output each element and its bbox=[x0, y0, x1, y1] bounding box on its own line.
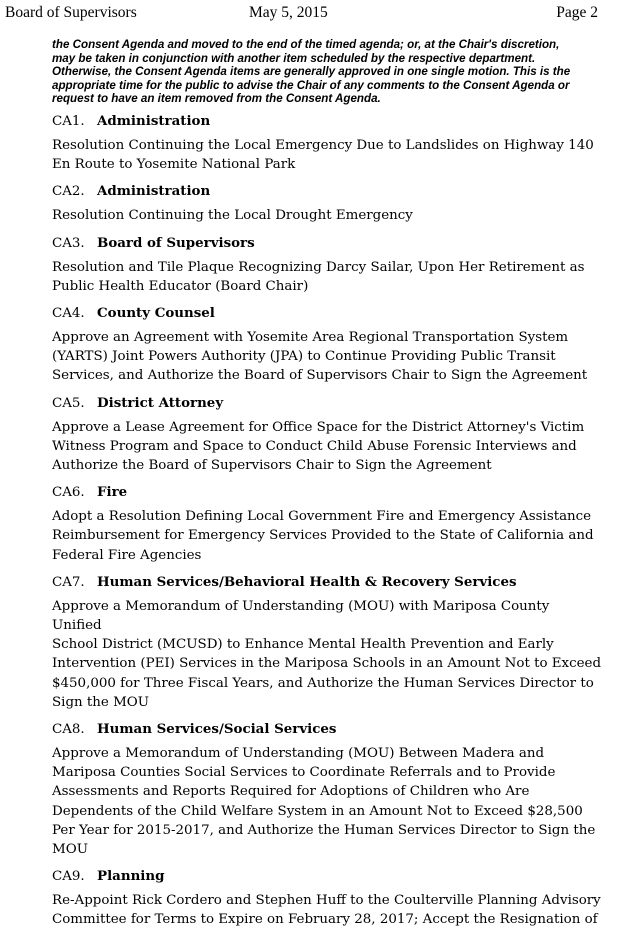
description-line: Witness Program and Space to Conduct Child Abuse Forensic Interviews and bbox=[52, 438, 577, 454]
intro-line: Otherwise, the Consent Agenda items are generally approved in one single motion. This is the bbox=[52, 65, 571, 79]
description-line: Reimbursement for Emergency Services Provided to the State of California and bbox=[52, 528, 594, 544]
agenda-item-heading bbox=[52, 867, 602, 886]
agenda-item-heading bbox=[52, 720, 602, 739]
description-line: Per Year for 2015-2017, and Authorize the Human Services Director to Sign the bbox=[52, 822, 596, 838]
description-line: Approve a Lease Agreement for Office Space for the District Attorney's Victim bbox=[52, 419, 585, 435]
description-line: Resolution Continuing the Local Emergency Due to Landslides on Highway 140 bbox=[52, 137, 594, 153]
intro-line: the Consent Agenda and moved to the end of the timed agenda; or, at the Chair's discretion, bbox=[52, 38, 560, 51]
consent-agenda-content bbox=[52, 38, 602, 938]
agenda-item-number: CA6. bbox=[52, 485, 85, 501]
agenda-item-heading bbox=[52, 394, 602, 413]
agenda-item-description bbox=[52, 136, 602, 174]
description-line: Sign the MOU bbox=[52, 694, 150, 710]
agenda-item-department: Human Services/Behavioral Health & Recovery Services bbox=[97, 573, 517, 590]
agenda-item-description bbox=[52, 744, 602, 859]
agenda-item-department: County Counsel bbox=[97, 304, 215, 321]
description-line: En Route to Yosemite National Park bbox=[52, 157, 296, 173]
description-line: Committee for Terms to Expire on February 28, 2017; Accept the Resignation of bbox=[52, 912, 598, 928]
agenda-item bbox=[52, 720, 602, 859]
agenda-item bbox=[52, 234, 602, 296]
agenda-item bbox=[52, 112, 602, 174]
description-line: Mariposa Counties Social Services to Coordinate Referrals and to Provide bbox=[52, 765, 556, 781]
description-line: Assessments and Reports Required for Adoptions of Children who Are bbox=[52, 784, 530, 800]
agenda-item-number: CA7. bbox=[52, 574, 85, 590]
agenda-item-description bbox=[52, 206, 602, 225]
description-line: Approve a Memorandum of Understanding (MOU) Between Madera and bbox=[52, 746, 545, 762]
agenda-item-number: CA1. bbox=[52, 113, 85, 129]
consent-agenda-intro bbox=[52, 38, 602, 106]
agenda-item-department: Board of Supervisors bbox=[97, 234, 255, 251]
agenda-item-department: District Attorney bbox=[97, 394, 224, 411]
page-header bbox=[5, 4, 598, 24]
description-line: Intervention (PEI) Services in the Mariposa Schools in an Amount Not to Exceed bbox=[52, 656, 602, 672]
agenda-item-heading bbox=[52, 112, 602, 131]
agenda-item-number: CA8. bbox=[52, 722, 85, 738]
header-board-name: Board of Supervisors bbox=[5, 4, 137, 21]
intro-line: request to have an item removed from the Consent Agenda. bbox=[52, 92, 381, 106]
agenda-item-number: CA5. bbox=[52, 395, 85, 411]
agenda-item bbox=[52, 394, 602, 476]
agenda-item-heading bbox=[52, 483, 602, 502]
description-line: Services, and Authorize the Board of Supervisors Chair to Sign the Agreement bbox=[52, 368, 588, 384]
agenda-item bbox=[52, 867, 602, 929]
header-date: May 5, 2015 bbox=[249, 4, 328, 21]
agenda-item-heading bbox=[52, 573, 602, 592]
intro-line: may be taken in conjunction with another item scheduled by the respective department. bbox=[52, 51, 536, 65]
description-line: Resolution Continuing the Local Drought Emergency bbox=[52, 208, 413, 224]
agenda-item-department: Human Services/Social Services bbox=[97, 721, 337, 738]
intro-line: appropriate time for the public to advise the Chair of any comments to the Consent Agenda or bbox=[52, 78, 570, 92]
agenda-item-list bbox=[52, 112, 602, 930]
description-line: Adopt a Resolution Defining Local Government Fire and Emergency Assistance bbox=[52, 509, 592, 525]
agenda-item-department: Administration bbox=[97, 112, 211, 129]
description-line: Authorize the Board of Supervisors Chair to Sign the Agreement bbox=[52, 458, 492, 473]
agenda-item-description bbox=[52, 258, 602, 296]
description-line: (YARTS) Joint Powers Authority (JPA) to Continue Providing Public Transit bbox=[52, 349, 556, 365]
agenda-item-heading bbox=[52, 304, 602, 323]
agenda-item-department: Planning bbox=[97, 868, 165, 885]
description-line: Re-Appoint Rick Cordero and Stephen Huff to the Coulterville Planning Advisory bbox=[52, 893, 601, 909]
agenda-item-description bbox=[52, 597, 602, 712]
description-line: Federal Fire Agencies bbox=[52, 547, 202, 563]
agenda-item-department: Administration bbox=[97, 183, 211, 200]
description-line: School District (MCUSD) to Enhance Mental Health Prevention and Early bbox=[52, 637, 554, 653]
agenda-item-number: CA9. bbox=[52, 869, 85, 885]
description-line: Resolution and Tile Plaque Recognizing Darcy Sailar, Upon Her Retirement as bbox=[52, 259, 585, 275]
agenda-item bbox=[52, 483, 602, 565]
description-line: Public Health Educator (Board Chair) bbox=[52, 278, 309, 294]
agenda-item-number: CA4. bbox=[52, 305, 85, 321]
description-line: Dependents of the Child Welfare System in an Amount Not to Exceed $28,500 bbox=[52, 803, 583, 819]
agenda-item-number: CA2. bbox=[52, 184, 85, 200]
description-line: $450,000 for Three Fiscal Years, and Authorize the Human Services Director to bbox=[52, 675, 594, 691]
agenda-item-heading bbox=[52, 234, 602, 253]
description-line: Approve a Memorandum of Understanding (MOU) with Mariposa County Unified bbox=[52, 598, 550, 634]
agenda-item-department: Fire bbox=[97, 484, 128, 501]
agenda-item-description bbox=[52, 328, 602, 386]
agenda-item-heading bbox=[52, 182, 602, 201]
agenda-item-description bbox=[52, 418, 602, 476]
agenda-item-number: CA3. bbox=[52, 235, 85, 251]
agenda-item bbox=[52, 573, 602, 712]
header-page-number: Page 2 bbox=[556, 4, 598, 21]
description-line: MOU bbox=[52, 842, 88, 858]
agenda-item bbox=[52, 304, 602, 386]
agenda-item bbox=[52, 182, 602, 225]
description-line: Approve an Agreement with Yosemite Area Regional Transportation System bbox=[52, 329, 569, 345]
agenda-item-description bbox=[52, 507, 602, 565]
agenda-item-description bbox=[52, 891, 602, 929]
